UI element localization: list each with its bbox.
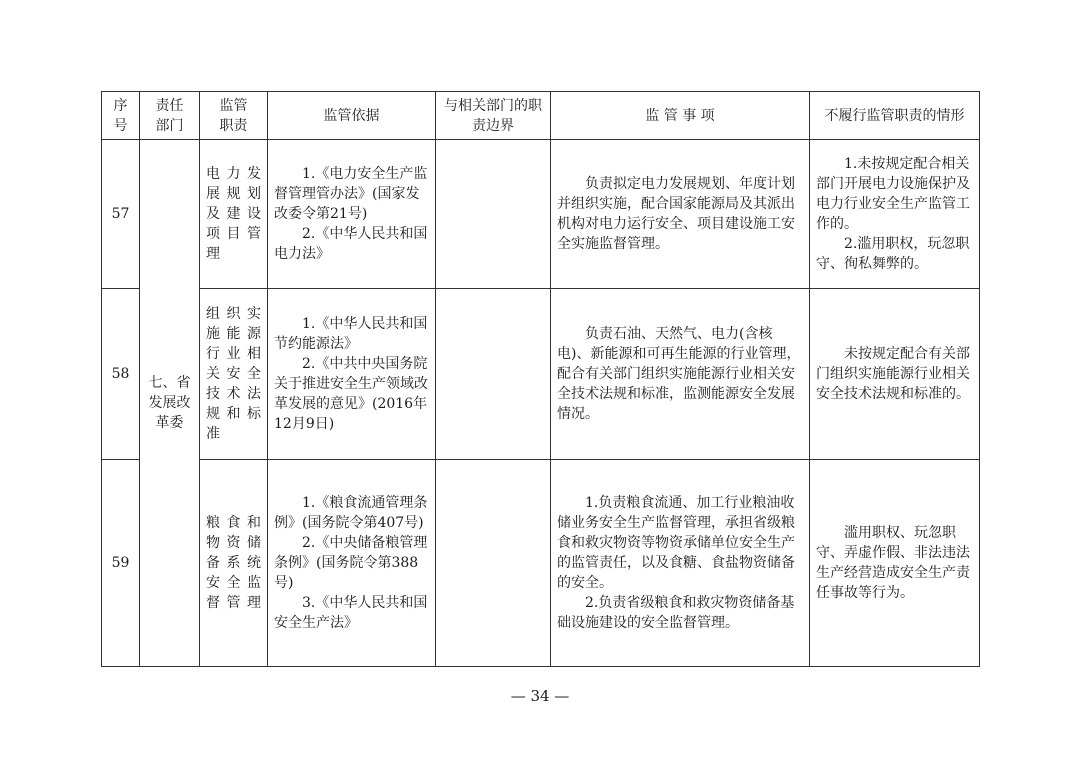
failure-item: 2.滥用职权，玩忽职守、徇私舞弊的。 [816, 236, 970, 272]
table-row [102, 460, 980, 667]
matters-item: 负责石油、天然气、电力(含核电)、新能源和可再生能源的行业管理，配合有关部门组织实施能源行业相关安全技术法规和标准，监测能源安全发展情况。 [557, 326, 801, 422]
header-matters: 监 管 事 项 [551, 92, 810, 140]
header-duty: 监管职责 [200, 92, 268, 140]
row-seq: 58 [102, 289, 140, 460]
responsible-department: 七、省发展改革委 [140, 140, 200, 667]
basis-item: 2.《中共中央国务院关于推进安全生产领域改革发展的意见》(2016年12月9日) [274, 356, 428, 432]
row-basis [268, 460, 436, 667]
table-header-row [102, 92, 980, 140]
row-seq: 57 [102, 140, 140, 289]
row-matters [551, 460, 810, 667]
header-failures: 不履行监管职责的情形 [810, 92, 980, 140]
row-duty: 组织实施能源行业相关安全技术法规和标准 [200, 289, 268, 460]
matters-item: 1.负责粮食流通、加工行业粮油收储业务安全生产监督管理，承担省级粮食和救灾物资等物资承储单位安全生产的监管责任，以及食糖、食盐物资储备的安全。 [557, 495, 795, 591]
basis-item: 2.《中央储备粮管理条例》(国务院令第388号) [274, 535, 428, 591]
basis-item: 1.《粮食流通管理条例》(国务院令第407号) [274, 495, 428, 531]
matters-item: 负责拟定电力发展规划、年度计划并组织实施，配合国家能源局及其派出机构对电力运行安全、项目建设施工安全实施监督管理。 [557, 176, 795, 252]
header-seq: 序号 [102, 92, 140, 140]
row-duty: 粮食和物资储备系统安全监督管理 [200, 460, 268, 667]
row-boundary [436, 460, 551, 667]
supervision-table [101, 91, 980, 667]
page-number: — 34 — [510, 687, 570, 705]
row-duty: 电力发展规划及建设项目管理 [200, 140, 268, 289]
row-failures [810, 289, 980, 460]
row-boundary [436, 140, 551, 289]
row-failures [810, 140, 980, 289]
matters-item: 2.负责省级粮食和救灾物资储备基础设施建设的安全监督管理。 [557, 595, 795, 631]
header-boundary: 与相关部门的职责边界 [436, 92, 551, 140]
row-matters [551, 289, 810, 460]
basis-item: 2.《中华人民共和国电力法》 [274, 226, 428, 262]
row-failures [810, 460, 980, 667]
row-basis [268, 289, 436, 460]
row-basis [268, 140, 436, 289]
row-matters [551, 140, 810, 289]
row-seq: 59 [102, 460, 140, 667]
table-row [102, 289, 980, 460]
failure-item: 滥用职权、玩忽职守、弄虚作假、非法违法生产经营造成安全生产责任事故等行为。 [816, 525, 970, 601]
row-boundary [436, 289, 551, 460]
header-basis: 监管依据 [268, 92, 436, 140]
table-row [102, 140, 980, 289]
basis-item: 1.《中华人民共和国节约能源法》 [274, 316, 428, 352]
header-dept: 责任部门 [140, 92, 200, 140]
failure-item: 1.未按规定配合相关部门开展电力设施保护及电力行业安全生产监管工作的。 [816, 156, 970, 232]
failure-item: 未按规定配合有关部门组织实施能源行业相关安全技术法规和标准的。 [816, 346, 970, 402]
basis-item: 3.《中华人民共和国安全生产法》 [274, 595, 428, 631]
basis-item: 1.《电力安全生产监督管理管办法》(国家发改委令第21号) [274, 166, 428, 222]
